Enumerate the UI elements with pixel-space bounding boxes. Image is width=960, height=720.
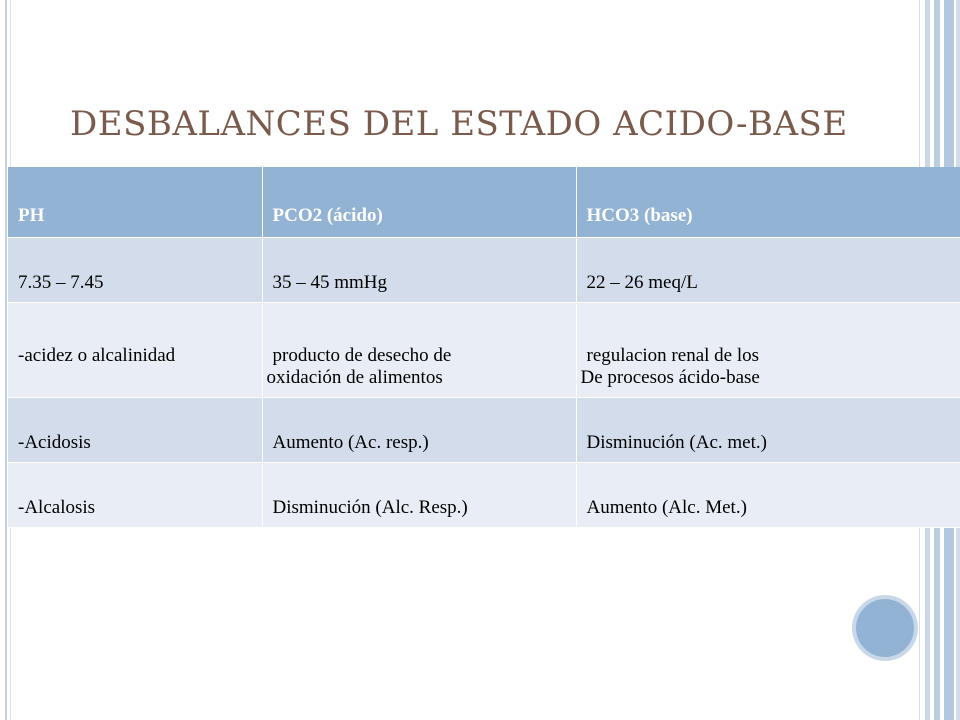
cell-pco2: 35 – 45 mmHg [262,238,576,303]
cell-pco2: Disminución (Alc. Resp.) [262,463,576,528]
cell-pco2: Aumento (Ac. resp.) [262,398,576,463]
table-row [8,398,960,463]
cell-hco3 [576,303,960,398]
cell-line: -acidez o alcalinidad [18,345,176,366]
cell-ph: -Acidosis [8,398,262,463]
cell-line: regulacion renal de los [586,345,760,366]
table-row [8,463,960,528]
cell-ph: 7.35 – 7.45 [8,238,262,303]
table-header-row [8,167,960,238]
cell-hco3: Aumento (Alc. Met.) [576,463,960,528]
cell-line: oxidación de alimentos [266,367,443,388]
slide-title: DESBALANCES DEL ESTADO ACIDO-BASE [70,104,848,144]
acid-base-table [8,167,960,528]
cell-line: De procesos ácido-base [580,367,760,388]
cell-line: producto de desecho de [272,345,452,366]
cell-hco3: 22 – 26 meq/L [576,238,960,303]
table-row [8,303,960,398]
cell-ph: -Alcalosis [8,463,262,528]
cell-pco2 [262,303,576,398]
decorative-circle-icon [856,599,914,657]
header-ph: PH [8,167,262,238]
cell-hco3: Disminución (Ac. met.) [576,398,960,463]
cell-ph [8,303,262,398]
header-hco3: HCO3 (base) [576,167,960,238]
left-border-line [5,0,7,720]
header-pco2: PCO2 (ácido) [262,167,576,238]
table-row [8,238,960,303]
